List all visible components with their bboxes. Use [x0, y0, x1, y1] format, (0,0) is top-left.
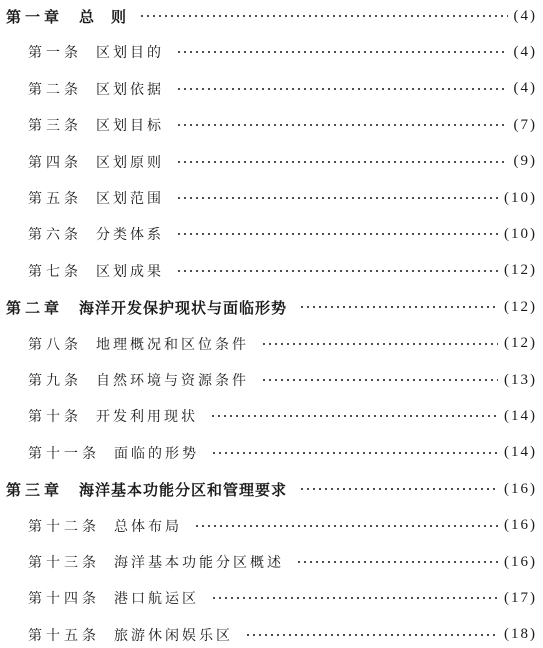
page-number: (4) — [513, 43, 537, 60]
page-number: (12) — [504, 335, 537, 352]
toc-article-row — [0, 368, 543, 392]
toc-article-row — [0, 514, 543, 538]
dot-leader — [299, 299, 498, 315]
article-title: 开发利用现状 — [96, 409, 198, 426]
article-number: 第八条 — [28, 336, 82, 353]
chapter-title: 海洋开发保护现状与面临形势 — [79, 298, 288, 317]
toc-article-row — [0, 586, 543, 610]
page-number: (9) — [513, 153, 537, 170]
dot-leader — [176, 263, 498, 279]
toc-article-row — [0, 40, 543, 64]
article-title: 区划目标 — [96, 118, 164, 135]
article-number: 第一条 — [28, 45, 82, 62]
article-title: 海洋基本功能分区概述 — [114, 555, 284, 571]
article-number: 第十二条 — [28, 518, 100, 535]
page-number: (13) — [504, 371, 537, 388]
toc-chapter-row — [0, 477, 543, 501]
article-number: 第二条 — [28, 81, 82, 98]
toc-article-row — [0, 186, 543, 210]
chapter-number: 第一章 — [6, 7, 64, 26]
chapter-title: 总 则 — [79, 7, 128, 26]
article-title: 港口航运区 — [114, 591, 199, 608]
article-title: 区划范围 — [96, 191, 164, 207]
dot-leader — [261, 336, 498, 352]
article-number: 第十四条 — [28, 591, 100, 608]
article-number: 第七条 — [28, 263, 82, 280]
dot-leader — [176, 81, 508, 97]
toc-article-row — [0, 441, 543, 465]
toc-article-row — [0, 113, 543, 137]
toc-article-row — [0, 332, 543, 356]
article-number: 第三条 — [28, 118, 82, 135]
article-number: 第十五条 — [28, 627, 100, 644]
page-number: (14) — [504, 407, 537, 424]
toc-chapter-row — [0, 295, 543, 319]
article-number: 第九条 — [28, 373, 82, 389]
page-number: (16) — [504, 517, 537, 534]
article-title: 区划原则 — [96, 154, 164, 171]
page-number: (7) — [513, 116, 537, 133]
dot-leader — [176, 154, 508, 170]
dot-leader — [176, 190, 498, 206]
dot-leader — [261, 372, 498, 388]
article-title: 旅游休闲娱乐区 — [114, 627, 233, 644]
chapter-title: 海洋基本功能分区和管理要求 — [79, 480, 288, 499]
article-title: 总体布局 — [114, 518, 182, 535]
dot-leader — [245, 627, 498, 643]
dot-leader — [139, 8, 507, 24]
toc-article-row — [0, 404, 543, 428]
page-number: (10) — [504, 189, 537, 206]
article-title: 面临的形势 — [114, 445, 199, 462]
article-title: 地理概况和区位条件 — [96, 336, 249, 353]
page-number: (16) — [504, 480, 537, 497]
dot-leader — [296, 554, 498, 570]
page-number: (12) — [504, 262, 537, 279]
article-number: 第十一条 — [28, 445, 100, 462]
article-number: 第五条 — [28, 191, 82, 207]
dot-leader — [176, 226, 498, 242]
toc-article-row — [0, 550, 543, 574]
page-number: (14) — [504, 444, 537, 461]
article-title: 自然环境与资源条件 — [96, 373, 249, 389]
article-title: 区划成果 — [96, 263, 164, 280]
page-number: (10) — [504, 225, 537, 242]
article-title: 区划依据 — [96, 81, 164, 98]
dot-leader — [176, 117, 508, 133]
dot-leader — [211, 590, 498, 606]
toc-chapter-row — [0, 4, 543, 28]
page-number: (16) — [504, 553, 537, 570]
dot-leader — [211, 445, 498, 461]
toc-article-row — [0, 259, 543, 283]
article-number: 第十条 — [28, 409, 82, 426]
article-title: 区划目的 — [96, 45, 164, 62]
toc-article-row — [0, 222, 543, 246]
dot-leader — [210, 408, 498, 424]
article-number: 第十三条 — [28, 555, 100, 571]
page-number: (4) — [513, 80, 537, 97]
toc-article-row — [0, 77, 543, 101]
dot-leader — [176, 44, 508, 60]
page-number: (17) — [504, 589, 537, 606]
toc-article-row — [0, 623, 543, 647]
chapter-number: 第二章 — [6, 298, 64, 317]
dot-leader — [299, 481, 498, 497]
page-number: (4) — [513, 7, 537, 24]
article-number: 第四条 — [28, 154, 82, 171]
article-title: 分类体系 — [96, 227, 164, 244]
article-number: 第六条 — [28, 227, 82, 244]
page-number: (12) — [504, 298, 537, 315]
chapter-number: 第三章 — [6, 480, 64, 499]
toc-article-row — [0, 150, 543, 174]
page-number: (18) — [504, 626, 537, 643]
dot-leader — [194, 518, 498, 534]
